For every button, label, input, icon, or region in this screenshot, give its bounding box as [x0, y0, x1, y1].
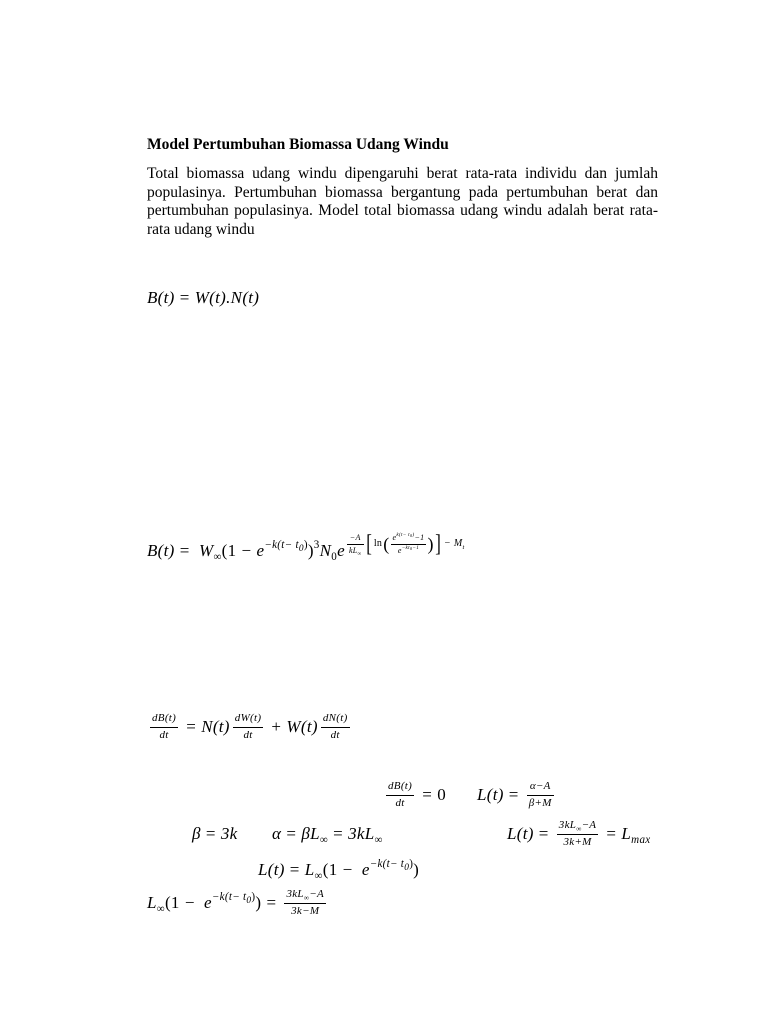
eq10-l-subscript: ∞: [156, 903, 165, 916]
eq10-fraction: [284, 888, 326, 919]
equation-optimal-length: [477, 780, 557, 810]
eq9-e-exponent-text: −k(t− t: [369, 857, 405, 870]
eq2-cube-exponent: 3: [313, 538, 320, 551]
eq7-lhs: α: [272, 823, 282, 843]
eq9-equals: =: [289, 859, 300, 879]
ratio-den-e: e: [397, 545, 402, 555]
fraction-denominator: dt: [159, 728, 169, 741]
eq2-e2-exponent: [346, 532, 465, 556]
eq9-e-base: e: [361, 859, 370, 879]
eq8-equals-2: =: [606, 823, 617, 843]
eq7-mid-term: [301, 823, 329, 847]
eq8-lhs: L(t): [507, 823, 534, 843]
eq2-mortality-subscript: t: [462, 543, 465, 551]
eq5-lhs: L(t): [477, 784, 504, 804]
paragraph-line: Total biomassa udang windu dipengaruhi berat rata-rata individu dan jumlah: [147, 165, 658, 182]
eq2-e-exponent-text: −k(t− t: [264, 538, 299, 551]
eq2-ratio-fraction: [391, 533, 427, 556]
eq2-e2-base: e: [337, 540, 345, 560]
eq9-open-paren: (1: [322, 859, 338, 879]
paragraph-line: pertumbuhan populasinya. Model total biomassa udang windu adalah berat rata-: [147, 202, 658, 219]
eq2-mortality-term: [444, 538, 465, 550]
fraction-denominator: 3k+M: [563, 835, 592, 848]
ratio-den-exponent-text: −kt: [401, 544, 410, 551]
eq7-rhs-term: [348, 823, 383, 847]
eq2-equals: =: [179, 540, 190, 560]
intro-paragraph: [147, 165, 658, 239]
eq3-n-term: N(t): [201, 716, 230, 736]
eq2-n-symbol: N: [319, 540, 332, 560]
eq7-equals-2: =: [333, 823, 344, 843]
eq2-open-bracket: [: [365, 531, 372, 557]
fraction-denominator: [347, 545, 364, 556]
eq8-num-text: 3kL: [558, 818, 577, 831]
equation-alpha: [272, 819, 383, 849]
eq2-ln-open-paren: (: [383, 534, 390, 554]
fraction-numerator: α−A: [527, 780, 554, 796]
eq7-rhs-text: 3kL: [348, 823, 375, 843]
fraction-numerator: −A: [347, 533, 364, 545]
equation-biomass-product: [147, 283, 259, 313]
eq10-l-symbol: L: [147, 892, 157, 912]
eq8-rhs-term: [621, 823, 651, 847]
eq10-minus: −: [184, 892, 195, 912]
eq5-fraction: [527, 780, 554, 811]
eq9-l-subscript: ∞: [314, 870, 323, 883]
eq2-w-subscript: ∞: [213, 551, 222, 564]
paragraph-line: rata udang windu: [147, 220, 255, 238]
fraction-denominator: dt: [243, 728, 253, 741]
eq2-e-exponent-close: ): [303, 538, 308, 551]
fraction-numerator: dB(t): [150, 712, 178, 728]
eq6-lhs: β: [192, 823, 201, 843]
eq7-mid-subscript: ∞: [319, 834, 329, 847]
eq3-lhs-fraction: [150, 712, 178, 743]
eq9-l-symbol: L: [304, 859, 315, 879]
eq10-equals: =: [266, 892, 277, 912]
eq8-rhs-subscript: max: [631, 834, 651, 847]
eq3-dw-fraction: [233, 712, 264, 743]
eq9-l-term: [304, 859, 323, 883]
eq2-close-bracket: ]: [434, 531, 441, 557]
eq2-n-term: [319, 540, 338, 564]
equation-biomass-derivative: [147, 712, 353, 742]
fraction-denominator: β+M: [528, 796, 552, 809]
equation-stationary-condition: [383, 780, 446, 810]
eq3-plus: +: [271, 716, 282, 736]
ratio-num-exponent-close: ): [412, 531, 415, 538]
fraction-denominator: dt: [395, 796, 405, 809]
eq8-num-tail: −A: [581, 818, 597, 831]
eq9-e-exponent-close: ): [409, 857, 414, 870]
ratio-den-exponent-tail: −1: [412, 544, 420, 551]
ratio-den-exponent: [402, 545, 419, 551]
eq10-close-paren: ): [255, 892, 262, 912]
eq7-rhs-subscript: ∞: [374, 834, 383, 847]
fraction-denominator: dt: [330, 728, 340, 741]
fraction-numerator: dB(t): [386, 780, 414, 796]
equation-length-growth: [258, 855, 419, 885]
ratio-num-exponent: [396, 532, 414, 538]
eq1-rhs: W(t).N(t): [194, 287, 260, 307]
eq1-equals: =: [179, 287, 190, 307]
fraction-denominator: 3k−M: [291, 904, 320, 917]
eq10-e-base: e: [204, 892, 212, 912]
eq2-w-symbol: W: [198, 540, 214, 560]
fraction-denominator-subscript: ∞: [357, 550, 362, 557]
eq2-close-paren: ): [307, 540, 314, 560]
ratio-num-e: e: [392, 532, 397, 542]
eq2-lhs: B(t): [147, 540, 175, 560]
eq8-fraction: [557, 819, 599, 850]
fraction-numerator: [391, 533, 427, 545]
equation-beta: [192, 819, 238, 849]
fraction-denominator: [391, 545, 427, 556]
fraction-denominator-text: kL: [348, 545, 358, 555]
eq2-ln: ln: [373, 538, 383, 549]
eq2-n-subscript: 0: [331, 551, 338, 564]
eq2-exp-term: [256, 538, 308, 561]
ratio-num-tail: −1: [414, 532, 425, 542]
eq6-rhs: 3k: [220, 823, 238, 843]
eq7-mid-text: βL: [301, 823, 320, 843]
eq4-equals: =: [422, 784, 433, 804]
eq10-l-term: [147, 892, 165, 916]
eq1-lhs: B(t): [147, 287, 175, 307]
eq2-ln-close-paren: ): [427, 534, 434, 554]
fraction-numerator: [284, 888, 326, 904]
eq9-lhs: L(t): [258, 859, 285, 879]
eq2-minus: −: [241, 540, 252, 560]
eq3-w-term: W(t): [286, 716, 318, 736]
eq2-cube: [307, 538, 320, 561]
eq3-dn-fraction: [321, 712, 350, 743]
eq10-num-text: 3kL: [286, 887, 304, 900]
eq10-num-tail: −A: [309, 887, 324, 900]
eq10-e-exponent-text: −k(t− t: [211, 890, 247, 903]
fraction-numerator: dW(t): [233, 712, 264, 728]
eq9-exp-term: [361, 857, 414, 880]
eq4-fraction: [386, 780, 414, 811]
eq2-open-paren: (1: [221, 540, 237, 560]
fraction-numerator: [557, 819, 599, 835]
eq9-minus: −: [342, 859, 353, 879]
eq10-open-paren: (1: [164, 892, 180, 912]
eq7-equals: =: [286, 823, 297, 843]
eq8-rhs-text: L: [621, 823, 632, 843]
equation-length-solve: [147, 888, 329, 918]
eq2-w-term: [198, 540, 222, 564]
eq10-num-subscript: ∞: [303, 893, 310, 902]
section-title: Model Pertumbuhan Biomassa Udang Windu: [147, 136, 449, 153]
eq5-equals: =: [508, 784, 519, 804]
eq10-e-exponent: [211, 890, 256, 906]
equation-biomass-model: [147, 531, 465, 571]
equation-max-length: [507, 819, 650, 849]
eq2-mortality-text: − M: [444, 538, 463, 549]
eq6-equals: =: [205, 823, 216, 843]
eq10-e-exponent-subscript: 0: [246, 895, 252, 906]
eq9-e-exponent: [369, 857, 414, 873]
eq2-e-exponent-subscript: 0: [298, 543, 304, 554]
eq10-exp-term: [204, 890, 256, 913]
fraction-numerator: dN(t): [321, 712, 350, 728]
eq2-e-exponent: [264, 538, 308, 554]
ratio-num-exponent-text: k(t− t: [396, 531, 410, 538]
eq9-e-exponent-subscript: 0: [404, 862, 410, 873]
eq8-num-subscript: ∞: [576, 824, 582, 833]
eq2-e-base: e: [256, 540, 265, 560]
eq3-equals: =: [186, 716, 197, 736]
eq8-equals: =: [538, 823, 549, 843]
paragraph-line: populasinya. Pertumbuhan biomassa bergantung pada pertumbuhan berat dan: [147, 183, 658, 201]
eq10-e-exponent-close: ): [251, 890, 256, 903]
eq2-coefficient-fraction: [347, 533, 364, 556]
eq9-close-paren: ): [413, 859, 420, 879]
eq4-zero: 0: [437, 784, 446, 804]
ratio-den-exponent-subscript: 0: [409, 546, 413, 552]
ratio-num-exponent-subscript: 0: [409, 533, 413, 539]
